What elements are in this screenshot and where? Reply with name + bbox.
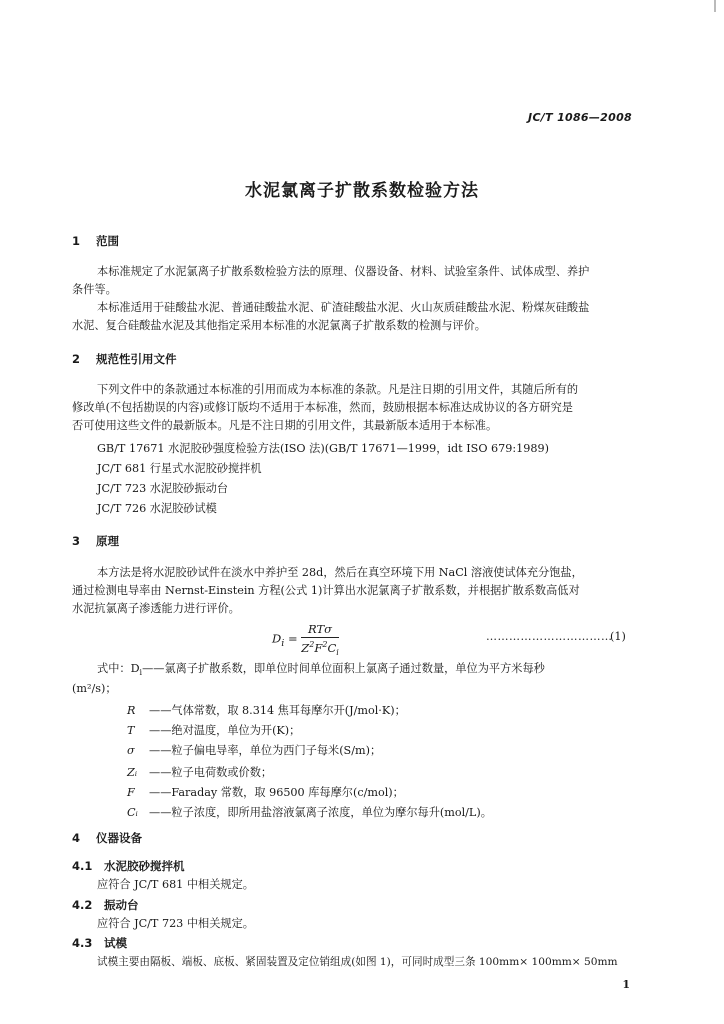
section-1-line-3: 本标准适用于硅酸盐水泥、普通硅酸盐水泥、矿渣硅酸盐水泥、火山灰质硅酸盐水泥、粉煤灰硅酸盐 xyxy=(97,301,590,314)
formula-numerator: RTσ xyxy=(301,622,339,638)
formula-lhs-subscript: i xyxy=(281,637,285,649)
formula-leader-dots: …………………………… xyxy=(486,630,613,643)
reference-jct-681: JC/T 681 行星式水泥胶砂搅拌机 xyxy=(97,462,262,475)
reference-jct-726: JC/T 726 水泥胶砂试模 xyxy=(97,502,217,515)
section-2-line-1: 下列文件中的条款通过本标准的引用而成为本标准的条款。凡是注日期的引用文件，其随后所有的 xyxy=(97,383,579,396)
document-title: 水泥氯离子扩散系数检验方法 xyxy=(245,181,479,201)
section-1-line-4: 水泥、复合硅酸盐水泥及其他指定采用本标准的水泥氯离子扩散系数的检测与评价。 xyxy=(72,319,486,332)
section-4-2-text: 应符合 JC/T 723 中相关规定。 xyxy=(97,917,254,930)
formula-tag: (1) xyxy=(610,630,626,643)
section-3-line-3: 水泥抗氯离子渗透能力进行评价。 xyxy=(72,602,240,615)
formula-1 xyxy=(272,622,339,657)
formula-equals: = xyxy=(287,631,298,646)
section-4-3-heading: 4.3 试模 xyxy=(72,936,127,950)
section-2-line-2: 修改单(不包括勘误的内容)或修订版均不适用于本标准，然而，鼓励根据本标准达成协议的各方研究是 xyxy=(72,401,573,414)
where-line-2: (m²/s)； xyxy=(72,682,117,695)
section-4-3-text: 试模主要由隔板、端板、底板、紧固装置及定位销组成(如图 1)，可同时成型三条 100mm× 100mm× 50mm xyxy=(97,956,618,968)
section-1-heading: 1 范围 xyxy=(72,234,119,248)
standard-number: JC/T 1086—2008 xyxy=(528,111,632,124)
formula-denominator: $Z^2F^2C_i$ xyxy=(301,640,339,658)
section-4-1-text: 应符合 JC/T 681 中相关规定。 xyxy=(97,878,254,891)
section-2-heading: 2 规范性引用文件 xyxy=(72,352,177,366)
section-3-line-1: 本方法是将水泥胶砂试件在淡水中养护至 28d，然后在真空环境下用 NaCl 溶液使试体充分饱盐， xyxy=(97,566,583,579)
section-3-line-2: 通过检测电导率由 Nernst-Einstein 方程(公式 1)计算出水泥氯离子扩散系数，并根据扩散系数高低对 xyxy=(72,584,580,597)
section-4-heading: 4 仪器设备 xyxy=(72,831,142,845)
section-3-heading: 3 原理 xyxy=(72,534,119,548)
section-1-line-2: 条件等。 xyxy=(72,283,117,296)
symbol-r: R ——气体常数，取 8.314 焦耳每摩尔开(J/mol·K)； xyxy=(127,704,406,717)
symbol-sigma: σ ——粒子偏电导率，单位为西门子每米(S/m)； xyxy=(127,744,382,757)
scan-edge-mark xyxy=(704,0,716,12)
symbol-z: Zᵢ ——粒子电荷数或价数； xyxy=(127,766,273,779)
symbol-c: Cᵢ ——粒子浓度，即所用盐溶液氯离子浓度，单位为摩尔每升(mol/L)。 xyxy=(127,806,492,819)
page-number: 1 xyxy=(622,978,630,991)
symbol-f: F ——Faraday 常数，取 96500 库每摩尔(c/mol)； xyxy=(127,786,404,799)
formula-fraction xyxy=(301,622,339,657)
reference-gbt-17671: GB/T 17671 水泥胶砂强度检验方法(ISO 法)(GB/T 17671—1999，idt ISO 679:1989) xyxy=(97,442,550,455)
section-2-line-3: 否可使用这些文件的最新版本。凡是不注日期的引用文件，其最新版本适用于本标准。 xyxy=(72,419,498,432)
section-4-1-heading: 4.1 水泥胶砂搅拌机 xyxy=(72,859,185,873)
formula-lhs: D xyxy=(272,631,282,646)
section-1-line-1: 本标准规定了水泥氯离子扩散系数检验方法的原理、仪器设备、材料、试验室条件、试体成型、养护 xyxy=(97,265,590,278)
section-4-2-heading: 4.2 振动台 xyxy=(72,898,139,912)
where-line-1: 式中：$D_i——$氯离子扩散系数，即单位时间单位面积上氯离子通过数量，单位为平方米每秒 xyxy=(97,662,545,678)
symbol-t: T ——绝对温度，单位为开(K)； xyxy=(127,724,301,737)
reference-jct-723: JC/T 723 水泥胶砂振动台 xyxy=(97,482,229,495)
